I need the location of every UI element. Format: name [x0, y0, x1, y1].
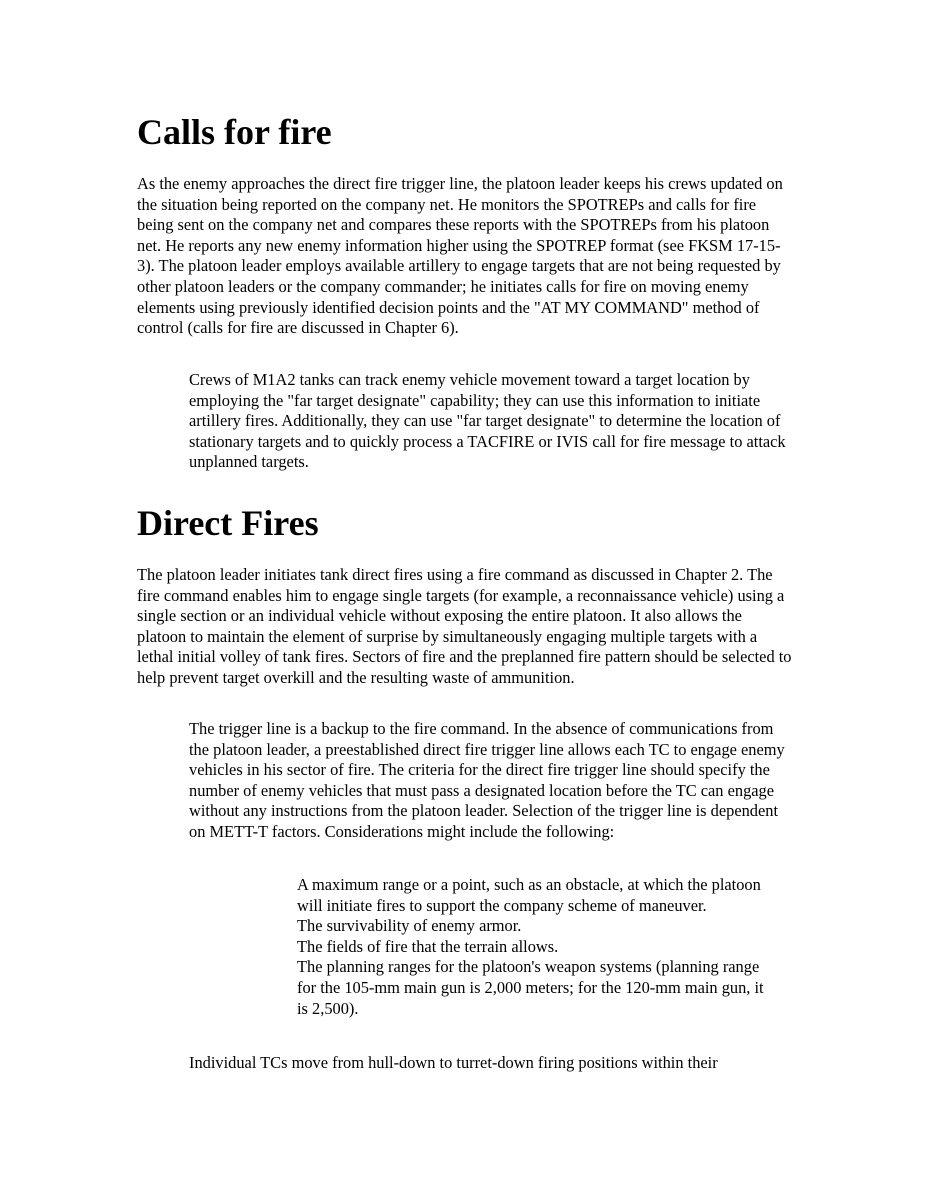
paragraph-direct-fires: The platoon leader initiates tank direct fires using a fire command as discussed in Chapter 2. The fire command enables him to engage single targets (for example, a reconnaissance vehicle) using a single section or an individual vehicle without exposing the entire platoon. It also allows the platoon to maintain the element of surprise by simultaneously engaging multiple targets with a lethal initial volley of tank fires. Sectors of fire and the preplanned fire pattern should be selected to help prevent target overkill and the resulting waste of ammunition. [137, 565, 792, 687]
trailing-text: Individual TCs move from hull-down to turret-down firing positions within their [189, 1053, 718, 1072]
indented-paragraph-m1a2: Crews of M1A2 tanks can track enemy vehicle movement toward a target location by employing the "far target designate" capability; they can use this information to initiate artillery fires. Additionally, they can use "far target designate" to determine the location of stationary targets and to quickly process a TACFIRE or IVIS call for fire message to attack unplanned targets. [189, 370, 786, 472]
paragraph-calls-for-fire: As the enemy approaches the direct fire trigger line, the platoon leader keeps his crews updated on the situation being reported on the company net. He monitors the SPOTREPs and calls for fire being sent on the company net and compares these reports with the SPOTREPs from his platoon net. He reports any new enemy information higher using the SPOTREP format (see FKSM 17-15-3). The platoon leader employs available artillery to engage targets that are not being requested by other platoon leaders or the company commander; he initiates calls for fire on moving enemy elements using previously identified decision points and the "AT MY COMMAND" method of control (calls for fire are discussed in Chapter 6). [137, 174, 783, 338]
list-item: The planning ranges for the platoon's weapon systems (planning range for the 105-mm main gun is 2,000 meters; for the 120-mm main gun, it is 2,500). [297, 957, 764, 1018]
considerations-list [297, 875, 777, 1019]
list-item: The survivability of enemy armor. [297, 916, 522, 936]
list-item: A maximum range or a point, such as an obstacle, at which the platoon will initiate fires to support the company scheme of maneuver. [297, 875, 761, 915]
heading-direct-fires: Direct Fires [137, 503, 319, 543]
list-item: The fields of fire that the terrain allows. [297, 936, 559, 956]
indented-paragraph-trigger-line: The trigger line is a backup to the fire command. In the absence of communications from the platoon leader, a preestablished direct fire trigger line allows each TC to engage enemy vehicles in his sector of fire. The criteria for the direct fire trigger line should specify the number of enemy vehicles that must pass a designated location before the TC can engage without any instructions from the platoon leader. Selection of the trigger line is dependent on METT-T factors. Considerations might include the following: [189, 719, 785, 841]
heading-calls-for-fire: Calls for fire [137, 112, 332, 152]
